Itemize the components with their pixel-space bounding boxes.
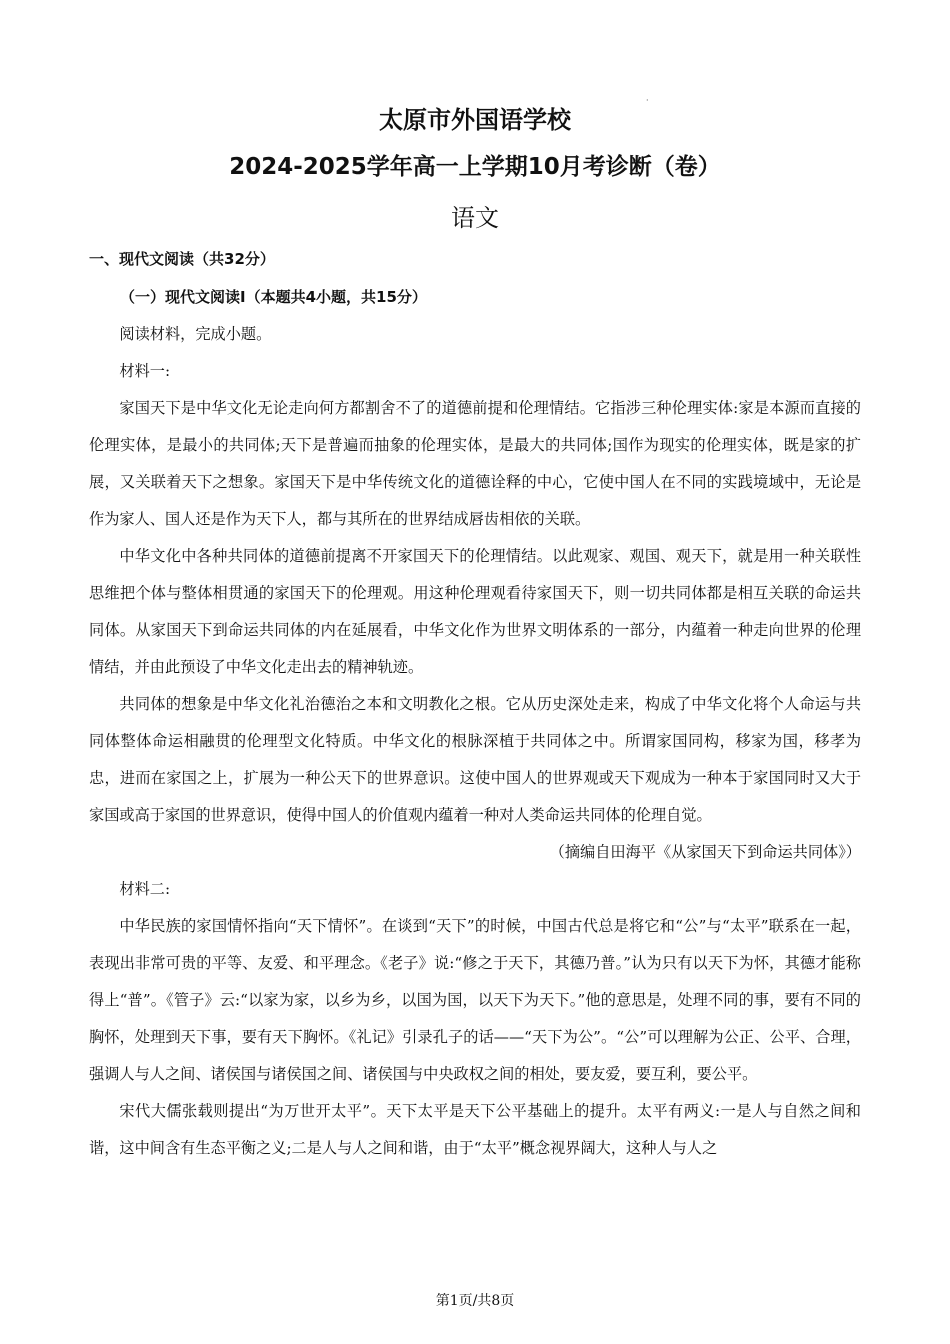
material-2-label: 材料二: — [119, 880, 171, 898]
instruction-text: 阅读材料，完成小题。 — [119, 325, 272, 343]
material-1-paragraph-2: 中华文化中各种共同体的道德前提离不开家国天下的伦理情结。以此观家、观国、观天下，就是用一种关联性思维把个体与整体相贯通的家国天下的伦理观。用这种伦理观看待家国天下，则一切共同体都是相互关联的命运共同体。从家国天下到命运共同体的内在延展看，中华文化作为世界文明体系的一部分，内蕴着一种走向世界的伦理情结，并由此预设了中华文化走出去的精神轨迹。 — [89, 547, 861, 676]
section-heading: 一、现代文阅读（共32分） — [89, 250, 275, 268]
material-1-source: （摘编自田海平《从家国天下到命运共同体》） — [549, 843, 861, 861]
subsection-heading: （一）现代文阅读Ⅰ（本题共4小题，共15分） — [120, 288, 427, 306]
exam-title: 2024-2025学年高一上学期10月考诊断（卷） — [229, 154, 721, 180]
material-2-paragraph-2: 宋代大儒张载则提出“为万世开太平”。天下太平是天下公平基础上的提升。太平有两义:一是人与自然之间和谐，这中间含有生态平衡之义;二是人与人之间和谐，由于“太平”概念视界阔大，这种人与人之 — [89, 1102, 861, 1157]
material-2-paragraph-1: 中华民族的家国情怀指向“天下情怀”。在谈到“天下”的时候，中国古代总是将它和“公”与“太平”联系在一起，表现出非常可贵的平等、友爱、和平理念。《老子》说:“修之于天下，其德乃普。”认为只有以天下为怀，其德才能称得上“普”。《管子》云:“以家为家，以乡为乡，以国为国，以天下为天下。”他的意思是，处理不同的事，要有不同的胸怀，处理到天下事，要有天下胸怀。《礼记》引录孔子的话——“天下为公”。“公”可以理解为公正、公平、合理，强调人与人之间、诸侯国与诸侯国之间、诸侯国与中央政权之间的相处，要友爱，要互利，要公平。 — [89, 917, 861, 1083]
subject-title: 语文 — [451, 204, 499, 232]
page-number: 第1页/共8页 — [435, 1293, 515, 1309]
material-1-label: 材料一: — [119, 362, 171, 380]
material-1-paragraph-3: 共同体的想象是中华文化礼治德治之本和文明教化之根。它从历史深处走来，构成了中华文化将个人命运与共同体整体命运相融贯的伦理型文化特质。中华文化的根脉深植于共同体之中。所谓家国同构，移家为国，移孝为忠，进而在家国之上，扩展为一种公天下的世界意识。这使中国人的世界观或天下观成为一种本于家国同时又大于家国或高于家国的世界意识，使得中国人的价值观内蕴着一种对人类命运共同体的伦理自觉。 — [89, 695, 861, 824]
school-title: 太原市外国语学校 — [379, 106, 571, 134]
reading-content — [89, 316, 861, 1167]
decorative-dot: · — [646, 96, 649, 105]
material-1-paragraph-1: 家国天下是中华文化无论走向何方都割舍不了的道德前提和伦理情结。它指涉三种伦理实体:家是本源而直接的伦理实体，是最小的共同体;天下是普遍而抽象的伦理实体，是最大的共同体;国作为现实的伦理实体，既是家的扩展，又关联着天下之想象。家国天下是中华传统文化的道德诠释的中心，它使中国人在不同的实践境域中，无论是作为家人、国人还是作为天下人，都与其所在的世界结成唇齿相依的关联。 — [89, 399, 861, 528]
